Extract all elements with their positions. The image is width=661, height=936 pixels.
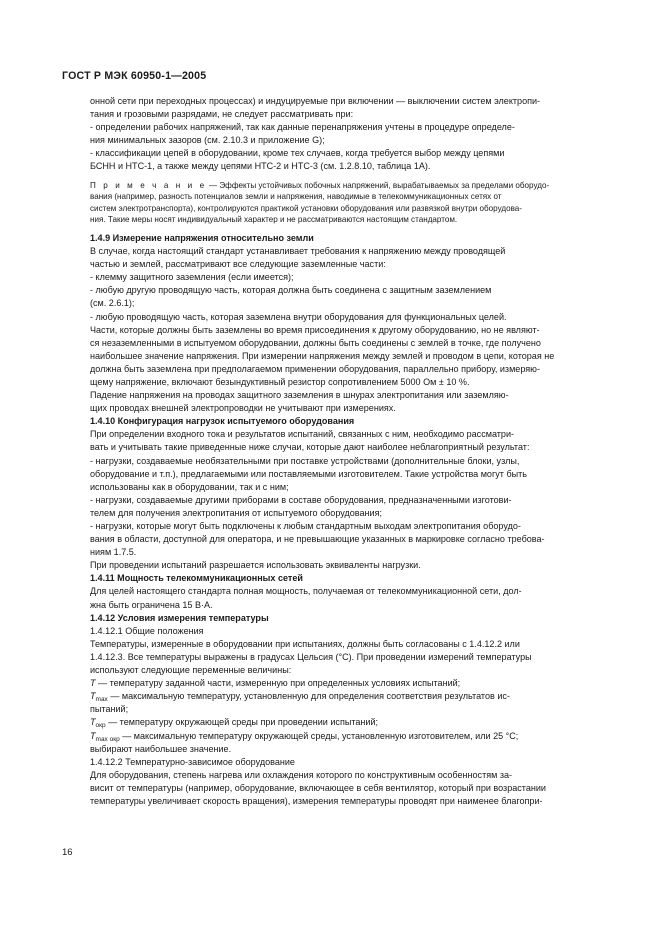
text-line: используют следующие переменные величины:: [90, 665, 292, 676]
page-number: 16: [62, 847, 73, 858]
list-item: - любую проводящую часть, которая заземлена внутри оборудования для функциональных целей.: [90, 311, 507, 322]
text-line: Для целей настоящего стандарта полная мощность, получаемая от телекоммуникационной сети, дол-: [90, 586, 522, 597]
variable-tmax: $T_{max}$ — максимальную температуру, установленную для определения соответствия результатов ис-: [90, 691, 510, 704]
list-item: - клемму защитного заземления (если имеется);: [90, 272, 294, 283]
text-line: Для оборудования, степень нагрева или охлаждения которого по конструктивным особенностям за-: [90, 769, 513, 780]
text-line: наибольшее значение напряжения. При измерении напряжения между землей и проводом в цепи, которая не: [90, 350, 555, 361]
text-line: ся незаземленными в испытуемом оборудовании, должны быть соединены с землей в точке, где получено: [90, 337, 541, 348]
text-line: щих проводах внешней электропроводки не учитывают при измерениях.: [90, 403, 396, 414]
text-line: Температуры, измеренные в оборудовании при испытаниях, должны быть согласованы с 1.4.12.2 или: [90, 638, 520, 649]
list-item: - нагрузки, создаваемые необязательными при поставке устройствами (дополнительные блоки, узлы,: [90, 455, 520, 466]
list-item: - нагрузки, создаваемые другими приборами в составе оборудования, предназначенными изготови-: [90, 494, 512, 505]
text-line: пытаний;: [90, 704, 129, 715]
text-line: ния минимальных зазоров (см. 2.10.3 и приложение G);: [90, 135, 325, 146]
note-block: П р и м е ч а н и е — Эффекты устойчивых побочных напряжений, вырабатываемых за пределами оборудо- вания (например, разность потенциалов земли и напряжения, наводимые в телекоммуникационных сетях от систем электротранспорта), контролируются практикой установки оборудования или развязкой внутри оборудова- ния. Такие меры носят индивидуальный характер и не рассматриваются настоящим стандартом.: [90, 180, 550, 225]
text-line: висит от температуры (например, оборудование, включающее в себя вентилятор, который при возрастании: [90, 782, 546, 793]
text-line: частью и землей, рассматривают все следующие заземленные части:: [90, 259, 386, 270]
text-line: При определении входного тока и результатов испытаний, связанных с ним, необходимо рассматри-: [90, 429, 515, 440]
text-line: В случае, когда настоящий стандарт устанавливает требования к напряжению между проводящей: [90, 246, 506, 257]
text-line: щему напряжение, включают безындуктивный резистор сопротивлением 5000 Ом ± 10 %.: [90, 376, 470, 387]
standard-header: ГОСТ Р МЭК 60950-1—2005: [62, 70, 207, 82]
list-item: - классификации цепей в оборудовании, кроме тех случаев, когда требуется выбор между цепями: [90, 148, 505, 159]
section-heading-1-4-12: 1.4.12 Условия измерения температуры: [90, 612, 269, 623]
text-line: телем для получения электропитания от испытуемого оборудования;: [90, 507, 382, 518]
text-line: Части, которые должны быть заземлены во время присоединения к другому оборудованию, но не являют-: [90, 324, 540, 335]
list-item: - любую другую проводящую часть, которая должна быть соединена с защитным заземлением: [90, 285, 492, 296]
text-line: температуры увеличивает скорость вращения), измерения температуры проводят при наименее благопри-: [90, 795, 543, 806]
text-line: выбирают наибольшее значение.: [90, 743, 232, 754]
section-heading-1-4-10: 1.4.10 Конфигурация нагрузок испытуемого оборудования: [90, 416, 355, 427]
subsection-heading: 1.4.12.2 Температурно-зависимое оборудование: [90, 756, 295, 767]
section-heading-1-4-9: 1.4.9 Измерение напряжения относительно земли: [90, 232, 314, 243]
text-line: БСНН и НТС-1, а также между цепями НТС-2 и НТС-3 (см. 1.2.8.10, таблица 1А).: [90, 161, 431, 172]
text-line: вать и учитывать такие приведенные ниже случаи, которые дают наиболее неблагоприятный результат:: [90, 442, 530, 453]
text-line: (см. 2.6.1);: [90, 298, 135, 309]
text-line: должна быть заземлена при предполагаемом применении оборудования, параллельно прибору, измеряю-: [90, 363, 540, 374]
text-line: вания в области, доступной для оператора, и не превышающие указанных в маркировке согласно требова-: [90, 534, 545, 545]
text-line: онной сети при переходных процессах) и индуцируемые при включении — выключении систем электропи-: [90, 96, 541, 106]
variable-t: T — температуру заданной части, измеренную при определенных условиях испытаний;: [90, 678, 461, 689]
text-line: использованы как в оборудовании, так и с ним;: [90, 481, 289, 492]
text-line: тания и грозовыми разрядами, не следует рассматривать при:: [90, 109, 354, 120]
text-line: жна быть ограничена 15 В·А.: [90, 599, 213, 610]
text-line: 1.4.12.3. Все температуры выражены в градусах Цельсия (°С). При проведении измерений температуры: [90, 651, 532, 662]
list-item: - нагрузки, которые могут быть подключены к любым стандартным выходам электропитания оборудо-: [90, 521, 521, 531]
text-line: оборудование и т.п.), предлагаемыми или поставляемыми изготовителем. Такие устройства могут быть: [90, 468, 527, 479]
note-label: П р и м е ч а н и е: [90, 180, 207, 190]
variable-tmaxokr: $T_{max окр}$ — максимальную температуру окружающей среды, установленную изготовителем, или 25 °С;: [90, 730, 519, 743]
section-heading-1-4-11: 1.4.11 Мощность телекоммуникационных сетей: [90, 573, 303, 584]
variable-tokr: $T_{окр}$ — температуру окружающей среды при проведении испытаний;: [90, 717, 379, 730]
page-body: [90, 95, 598, 808]
subsection-heading: 1.4.12.1 Общие положения: [90, 625, 204, 636]
text-line: Падение напряжения на проводах защитного заземления в шнурах электропитания или заземляю-: [90, 390, 509, 401]
list-item: - определении рабочих напряжений, так как данные перенапряжения учтены в процедуре определе-: [90, 122, 515, 133]
text-line: ниям 1.7.5.: [90, 547, 137, 558]
text-line: При проведении испытаний разрешается использовать эквиваленты нагрузки.: [90, 560, 421, 571]
